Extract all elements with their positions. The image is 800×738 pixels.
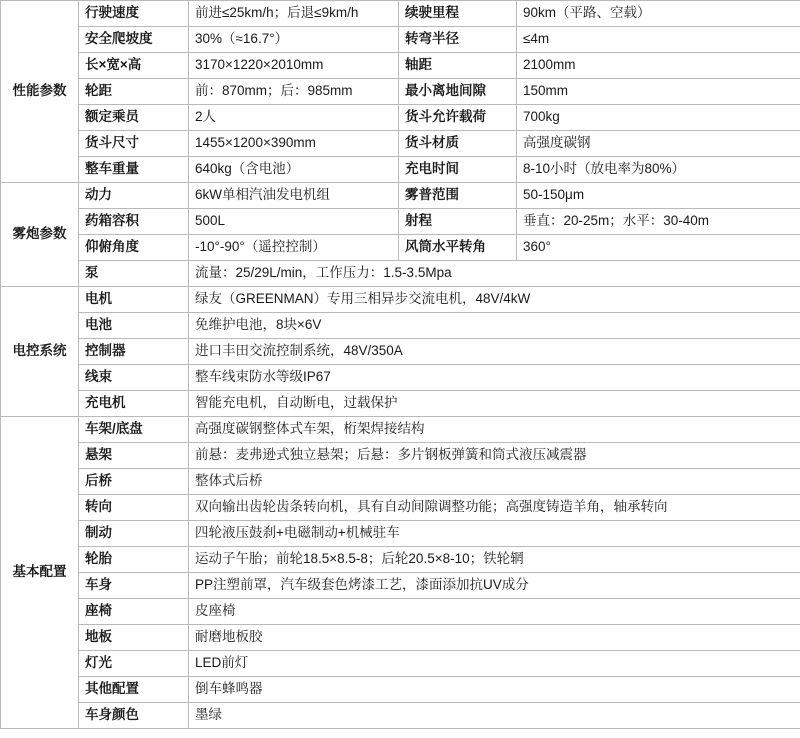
param-name: 货斗允许载荷 xyxy=(399,105,517,131)
param-value: 墨绿 xyxy=(189,703,800,729)
param-name: 射程 xyxy=(399,209,517,235)
param-value: 倒车蜂鸣器 xyxy=(189,677,800,703)
table-row xyxy=(1,677,800,703)
param-name: 仰俯角度 xyxy=(79,235,189,261)
param-name: 转向 xyxy=(79,495,189,521)
table-row xyxy=(1,235,800,261)
section-label-electric-control: 电控系统 xyxy=(1,287,79,417)
param-value: 50-150μm xyxy=(517,183,800,209)
param-value: 垂直：20-25m；水平：30-40m xyxy=(517,209,800,235)
param-name: 续驶里程 xyxy=(399,1,517,27)
param-value: 2人 xyxy=(189,105,399,131)
param-name: 电池 xyxy=(79,313,189,339)
param-name: 额定乘员 xyxy=(79,105,189,131)
table-row xyxy=(1,105,800,131)
param-value: 双向输出齿轮齿条转向机，具有自动间隙调整功能；高强度铸造羊角，轴承转向 xyxy=(189,495,800,521)
param-name: 安全爬坡度 xyxy=(79,27,189,53)
param-name: 转弯半径 xyxy=(399,27,517,53)
param-name: 地板 xyxy=(79,625,189,651)
param-name: 雾普范围 xyxy=(399,183,517,209)
table-row xyxy=(1,131,800,157)
param-value: 8-10小时（放电率为80%） xyxy=(517,157,800,183)
param-value: 前进≤25km/h；后退≤9km/h xyxy=(189,1,399,27)
param-name: 线束 xyxy=(79,365,189,391)
param-name: 药箱容积 xyxy=(79,209,189,235)
param-value: 2100mm xyxy=(517,53,800,79)
table-row xyxy=(1,469,800,495)
param-value: 智能充电机，自动断电，过载保护 xyxy=(189,391,800,417)
param-value: 整体式后桥 xyxy=(189,469,800,495)
table-row xyxy=(1,599,800,625)
param-value: 高强度碳钢整体式车架，桁架焊接结构 xyxy=(189,417,800,443)
table-row xyxy=(1,79,800,105)
param-name: 行驶速度 xyxy=(79,1,189,27)
param-value: 流量：25/29L/min，工作压力：1.5-3.5Mpa xyxy=(189,261,800,287)
param-name: 轮胎 xyxy=(79,547,189,573)
param-name: 轮距 xyxy=(79,79,189,105)
table-row xyxy=(1,651,800,677)
param-value: -10°-90°（遥控控制） xyxy=(189,235,399,261)
param-name: 长×宽×高 xyxy=(79,53,189,79)
param-name: 最小离地间隙 xyxy=(399,79,517,105)
param-value: 免维护电池，8块×6V xyxy=(189,313,800,339)
param-name: 充电机 xyxy=(79,391,189,417)
section-label-basic-config: 基本配置 xyxy=(1,417,79,729)
param-name: 座椅 xyxy=(79,599,189,625)
param-value: 90km（平路、空载） xyxy=(517,1,800,27)
table-row xyxy=(1,495,800,521)
param-value: 皮座椅 xyxy=(189,599,800,625)
param-value: 360° xyxy=(517,235,800,261)
section-label-performance: 性能参数 xyxy=(1,1,79,183)
param-value: 3170×1220×2010mm xyxy=(189,53,399,79)
param-name: 悬架 xyxy=(79,443,189,469)
table-row xyxy=(1,313,800,339)
table-row xyxy=(1,625,800,651)
table-row xyxy=(1,1,800,27)
section-label-fog-cannon: 雾炮参数 xyxy=(1,183,79,287)
param-value: PP注塑前罩，汽车级套色烤漆工艺，漆面添加抗UV成分 xyxy=(189,573,800,599)
param-value: 四轮液压鼓刹+电磁制动+机械驻车 xyxy=(189,521,800,547)
table-row xyxy=(1,209,800,235)
param-value: 640kg（含电池） xyxy=(189,157,399,183)
param-name: 车架/底盘 xyxy=(79,417,189,443)
param-name: 充电时间 xyxy=(399,157,517,183)
param-value: LED前灯 xyxy=(189,651,800,677)
param-value: ≤4m xyxy=(517,27,800,53)
param-name: 整车重量 xyxy=(79,157,189,183)
param-value: 前：870mm；后：985mm xyxy=(189,79,399,105)
param-name: 其他配置 xyxy=(79,677,189,703)
param-name: 动力 xyxy=(79,183,189,209)
param-value: 6kW单相汽油发电机组 xyxy=(189,183,399,209)
table-row xyxy=(1,573,800,599)
param-name: 泵 xyxy=(79,261,189,287)
param-name: 控制器 xyxy=(79,339,189,365)
table-row xyxy=(1,521,800,547)
param-value: 高强度碳钢 xyxy=(517,131,800,157)
param-value: 1455×1200×390mm xyxy=(189,131,399,157)
param-name: 轴距 xyxy=(399,53,517,79)
table-row xyxy=(1,287,800,313)
param-value: 700kg xyxy=(517,105,800,131)
param-value: 进口丰田交流控制系统，48V/350A xyxy=(189,339,800,365)
param-name: 风筒水平转角 xyxy=(399,235,517,261)
table-row xyxy=(1,417,800,443)
param-name: 车身 xyxy=(79,573,189,599)
table-row xyxy=(1,547,800,573)
table-row xyxy=(1,261,800,287)
table-row xyxy=(1,391,800,417)
param-value: 运动子午胎；前轮18.5×8.5-8；后轮20.5×8-10；铁轮辋 xyxy=(189,547,800,573)
param-name: 电机 xyxy=(79,287,189,313)
table-row xyxy=(1,443,800,469)
param-value: 前悬：麦弗逊式独立悬架；后悬：多片钢板弹簧和筒式液压减震器 xyxy=(189,443,800,469)
param-value: 整车线束防水等级IP67 xyxy=(189,365,800,391)
param-name: 车身颜色 xyxy=(79,703,189,729)
param-value: 500L xyxy=(189,209,399,235)
table-row xyxy=(1,53,800,79)
param-value: 绿友（GREENMAN）专用三相异步交流电机，48V/4kW xyxy=(189,287,800,313)
param-name: 后桥 xyxy=(79,469,189,495)
table-row xyxy=(1,365,800,391)
param-name: 制动 xyxy=(79,521,189,547)
table-row xyxy=(1,27,800,53)
table-row xyxy=(1,183,800,209)
param-value: 耐磨地板胶 xyxy=(189,625,800,651)
param-value: 150mm xyxy=(517,79,800,105)
table-row xyxy=(1,339,800,365)
table-row xyxy=(1,703,800,729)
param-name: 灯光 xyxy=(79,651,189,677)
table-row xyxy=(1,157,800,183)
specification-table-body xyxy=(1,1,800,729)
param-value: 30%（≈16.7°） xyxy=(189,27,399,53)
param-name: 货斗尺寸 xyxy=(79,131,189,157)
param-name: 货斗材质 xyxy=(399,131,517,157)
